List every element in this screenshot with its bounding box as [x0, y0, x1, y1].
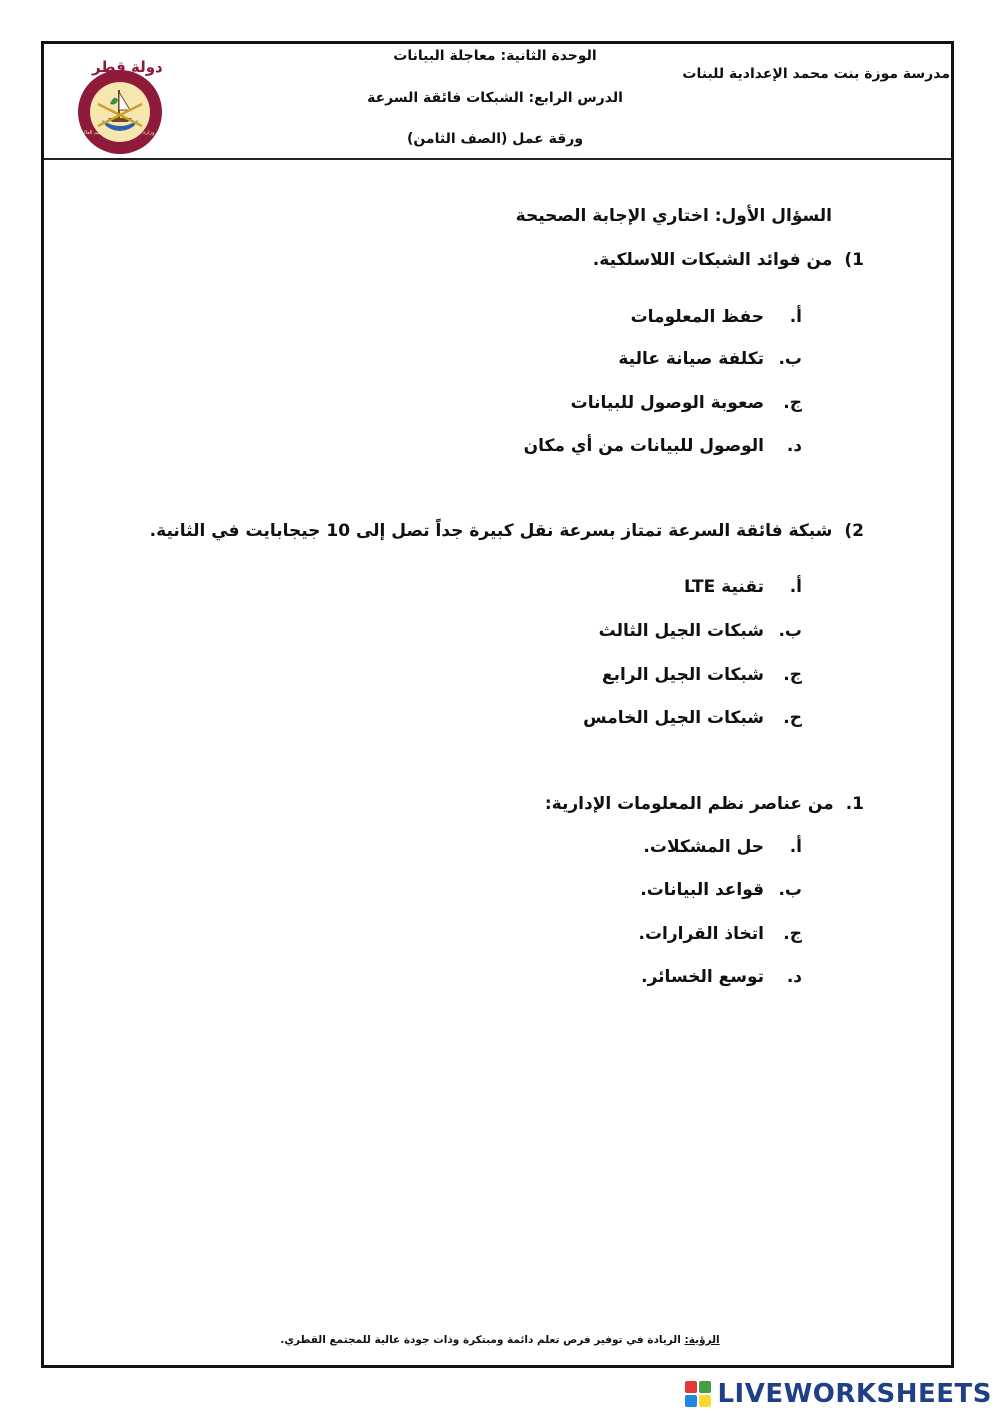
brand-square — [685, 1395, 697, 1407]
option-letter: د. — [786, 967, 802, 987]
question-number: 2) — [844, 521, 864, 541]
section-title: السؤال الأول: اختاري الإجابة الصحيحة — [515, 206, 832, 226]
question-text: من فوائد الشبكات اللاسلكية. — [592, 250, 833, 270]
option-text: شبكات الجيل الخامس — [583, 708, 764, 728]
brand-name: LIVEWORKSHEETS — [717, 1379, 992, 1409]
option-text: تقنية LTE — [684, 577, 764, 597]
question-text: شبكة فائقة السرعة تمتاز بسرعة نقل كبيرة جداً تصل إلى 10 جيجابايت في الثانية. — [149, 521, 833, 541]
option-text: الوصول للبيانات من أي مكان — [523, 436, 764, 456]
option-letter: ج. — [783, 924, 802, 944]
question-1 — [593, 250, 864, 270]
option-letter: ج. — [783, 665, 802, 685]
option[interactable] — [583, 708, 802, 728]
option[interactable] — [639, 924, 803, 944]
option[interactable] — [602, 665, 802, 685]
option-letter: ب. — [778, 880, 802, 900]
option[interactable] — [643, 837, 802, 857]
option[interactable] — [631, 307, 802, 327]
option-text: صعوبة الوصول للبيانات — [570, 393, 764, 413]
option-text: حل المشكلات. — [643, 837, 764, 857]
question-number: 1. — [845, 794, 864, 814]
option-text: تكلفة صيانة عالية — [618, 349, 764, 369]
header-divider — [44, 158, 951, 160]
logo-text-top: دولة قطر — [92, 58, 163, 76]
option-letter: ح. — [783, 708, 802, 728]
option-text: شبكات الجيل الثالث — [598, 621, 764, 641]
option-letter: د. — [786, 436, 802, 456]
option-text: قواعد البيانات. — [640, 880, 764, 900]
lesson-title: الدرس الرابع: الشبكات فائقة السرعة — [367, 90, 623, 106]
option[interactable] — [599, 621, 802, 641]
option[interactable] — [524, 436, 802, 456]
question-text: من عناصر نظم المعلومات الإدارية: — [544, 794, 834, 814]
option-letter: أ. — [789, 837, 802, 857]
logo-text-bottom: وزارة التربية والتعليم والتعليم العالي — [80, 130, 155, 136]
question-3 — [545, 794, 864, 814]
footer-label: الرؤية: — [684, 1334, 720, 1346]
option-letter: أ. — [789, 577, 802, 597]
option[interactable] — [640, 880, 802, 900]
option[interactable] — [684, 577, 802, 597]
option-text: اتخاذ القرارات. — [638, 924, 764, 944]
option[interactable] — [618, 349, 802, 369]
school-name: مدرسة موزة بنت محمد الإعدادية للبنات — [682, 66, 950, 82]
brand-square — [685, 1381, 697, 1393]
unit-title: الوحدة الثانية: معاجلة البيانات — [393, 48, 597, 64]
brand-square — [699, 1381, 711, 1393]
question-2 — [150, 521, 864, 541]
option-text: شبكات الجيل الرابع — [601, 665, 764, 685]
brand-square — [699, 1395, 711, 1407]
liveworksheets-brand[interactable] — [685, 1378, 992, 1410]
vision-footer — [0, 1334, 1000, 1346]
question-number: 1) — [844, 250, 864, 270]
option-text: توسع الخسائر. — [641, 967, 764, 987]
option-letter: ب. — [778, 621, 802, 641]
worksheet-title: ورقة عمل (الصف الثامن) — [406, 131, 584, 147]
option[interactable] — [571, 393, 802, 413]
option-text: حفظ المعلومات — [630, 307, 764, 327]
option-letter: أ. — [789, 307, 802, 327]
liveworksheets-logo-icon — [685, 1381, 711, 1407]
page-frame — [41, 41, 954, 1368]
option-letter: ب. — [778, 349, 802, 369]
option-letter: ج. — [783, 393, 802, 413]
footer-text: الريادة في توفير فرص تعلم دائمة ومبتكرة وذات جودة عالية للمجتمع القطري. — [280, 1334, 685, 1346]
option[interactable] — [641, 967, 802, 987]
